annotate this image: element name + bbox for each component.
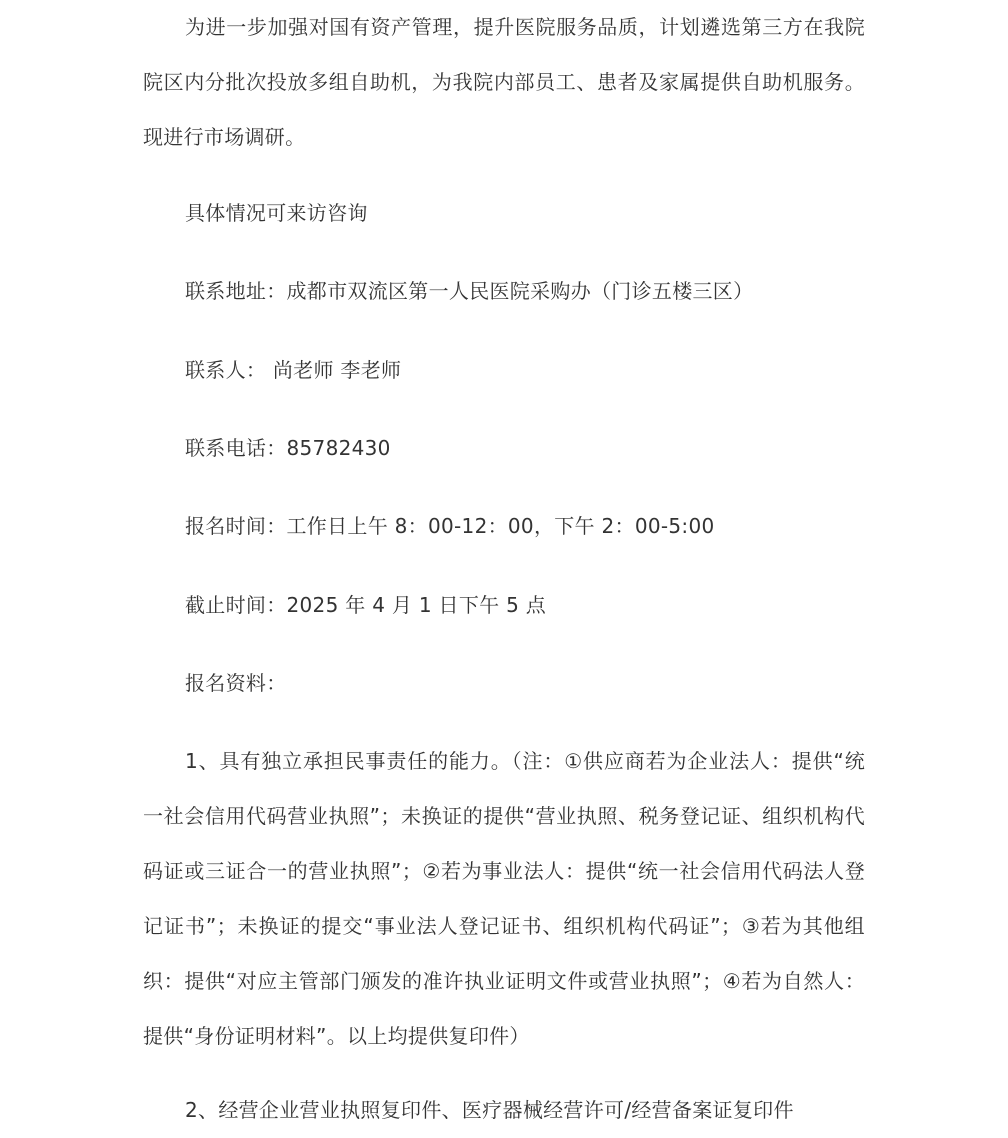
materials-item-2: 2、经营企业营业执照复印件、医疗器械经营许可/经营备案证复印件 [185, 1098, 794, 1122]
signup-time-paragraph: 报名时间：工作日上午 8：00-12：00，下午 2：00-5:00 [185, 514, 715, 538]
materials-heading: 报名资料： [185, 671, 287, 695]
intro-paragraph: 为进一步加强对国有资产管理，提升医院服务品质，计划遴选第三方在我院院区内分批次投放多组自助机，为我院内部员工、患者及家属提供自助机服务。现进行市场调研。 [143, 15, 865, 149]
phone-paragraph: 联系电话：85782430 [185, 436, 391, 460]
contact-person-paragraph: 联系人： 尚老师 李老师 [185, 358, 402, 382]
consult-paragraph: 具体情况可来访咨询 [185, 201, 368, 225]
address-paragraph: 联系地址：成都市双流区第一人民医院采购办（门诊五楼三区） [185, 279, 754, 303]
deadline-paragraph: 截止时间：2025 年 4 月 1 日下午 5 点 [185, 593, 547, 617]
materials-item-1: 1、具有独立承担民事责任的能力。（注：①供应商若为企业法人：提供“统一社会信用代码营业执照”；未换证的提供“营业执照、税务登记证、组织机构代码证或三证合一的营业执照”；②若为事业法人：提供“统一社会信用代码法人登记证书”；未换证的提交“事业法人登记证书、组织机构代码证”；③若为其他组织：提供“对应主管部门颁发的准许执业证明文件或营业执照”；④若为自然人：提供“身份证明材料”。以上均提供复印件） [143, 749, 865, 1048]
